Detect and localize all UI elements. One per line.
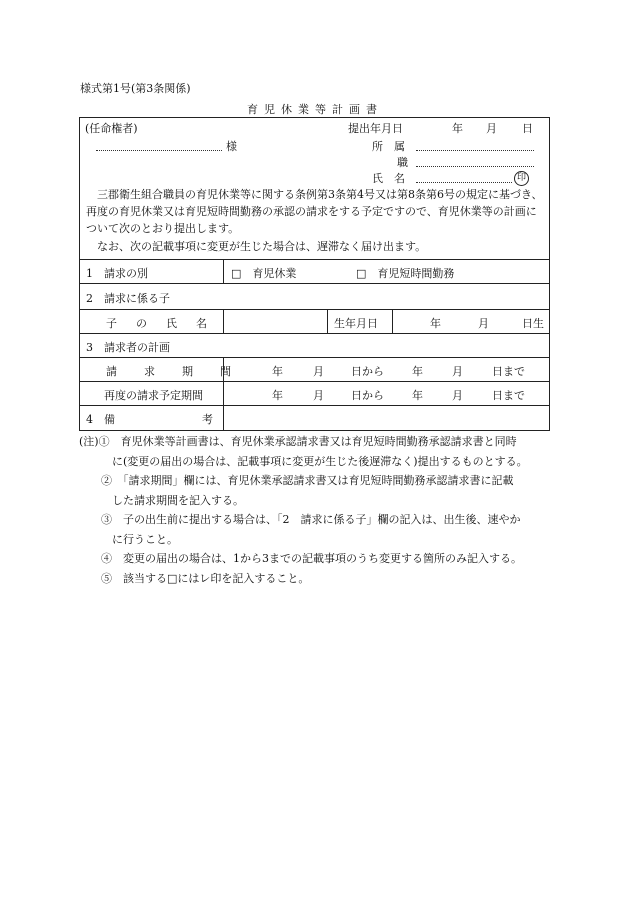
period-until: 日まで (492, 365, 525, 378)
reperiod-end-month: 月 (452, 389, 463, 402)
affiliation-field[interactable] (416, 150, 534, 151)
page-title: 育児休業等計画書 (247, 103, 383, 116)
form-header (80, 118, 549, 260)
date-year: 年 (452, 122, 463, 135)
reperiod-row (80, 382, 549, 406)
request-type-row (80, 260, 549, 284)
option-short-time[interactable]: □ 育児短時間勤務 (356, 267, 455, 280)
note-2b: した請求期間を記入する。 (112, 493, 244, 507)
affiliation-label: 所 属 (372, 140, 405, 153)
seal-mark: 印 (514, 170, 529, 186)
note-2: ② 「請求期間」欄には、育児休業承認請求書又は育児短時間勤務承認請求書に記載 (101, 474, 514, 487)
birth-label: 生年月日 (334, 317, 378, 330)
period-from: 日から (351, 365, 384, 378)
body-text: 三郡衛生組合職員の育児休業等に関する条例第3条第4号又は第8条第6号の規定に基づき、再度の育児休業又は育児短時間勤務の承認の請求をする予定ですので、育児休業等の計画について次のとおり提出します。 (86, 188, 543, 235)
note-3: ③ 子の出生前に提出する場合は、「2 請求に係る子」欄の記入は、出生後、速やか (101, 513, 521, 526)
form-number: 様式第1号(第3条関係) (80, 82, 191, 95)
remarks-row (80, 406, 549, 430)
child-name-label: 子 の 氏 名 (106, 317, 211, 330)
period-end-month: 月 (452, 365, 463, 378)
date-label: 提出年月日 (348, 122, 403, 135)
reperiod-label: 再度の請求予定期間 (104, 389, 203, 402)
note-3b: に行うこと。 (112, 532, 178, 546)
note-1 (79, 432, 559, 452)
birth-year: 年 (430, 317, 441, 330)
reperiod-start-year: 年 (272, 389, 283, 402)
note-4: ④ 変更の届出の場合は、1から3までの記載事項のうち変更する箇所のみ記入する。 (101, 552, 522, 565)
birth-day: 日生 (522, 317, 544, 330)
period-label: 請 求 期 間 (106, 365, 239, 378)
position-field[interactable] (416, 166, 534, 167)
reperiod-start-month: 月 (313, 389, 324, 402)
notes-prefix: (注) (79, 435, 99, 448)
name-label: 氏 名 (372, 172, 405, 185)
child-name-row (80, 310, 549, 334)
option-childcare-leave[interactable]: □ 育児休業 (231, 267, 297, 280)
plan-section-label: 3 請求者の計画 (86, 341, 170, 354)
sama-label: 様 (226, 140, 237, 153)
request-type-label: 1 請求の別 (86, 267, 148, 280)
period-row (80, 358, 549, 382)
position-label: 職 (397, 156, 408, 169)
plan-section-row (80, 334, 549, 358)
form-table (79, 117, 550, 431)
period-start-month: 月 (313, 365, 324, 378)
birth-month: 月 (478, 317, 489, 330)
appointer-label: (任命権者) (85, 122, 138, 135)
note-5: ⑤ 該当する□にはレ印を記入すること。 (101, 571, 310, 585)
reperiod-end-year: 年 (412, 389, 423, 402)
name-field[interactable] (416, 182, 512, 183)
period-start-year: 年 (272, 365, 283, 378)
reperiod-from: 日から (351, 389, 384, 402)
child-section-row (80, 284, 549, 310)
appointer-field[interactable] (96, 150, 222, 151)
date-day: 日 (522, 122, 533, 135)
body-text-2: なお、次の記載事項に変更が生じた場合は、遅滞なく届け出ます。 (86, 240, 427, 253)
child-section-label: 2 請求に係る子 (86, 292, 170, 305)
note-1-text: ① 育児休業等計画書は、育児休業承認請求書又は育児短時間勤務承認請求書と同時 (98, 435, 517, 448)
notes-section (79, 432, 559, 588)
remarks-label-2: 考 (202, 413, 213, 426)
remarks-label: 4 備 (86, 413, 115, 426)
date-month: 月 (486, 122, 497, 135)
note-1b: に(変更の届出の場合は、記載事項に変更が生じた後遅滞なく)提出するものとする。 (112, 454, 528, 468)
period-end-year: 年 (412, 365, 423, 378)
reperiod-until: 日まで (492, 389, 525, 402)
